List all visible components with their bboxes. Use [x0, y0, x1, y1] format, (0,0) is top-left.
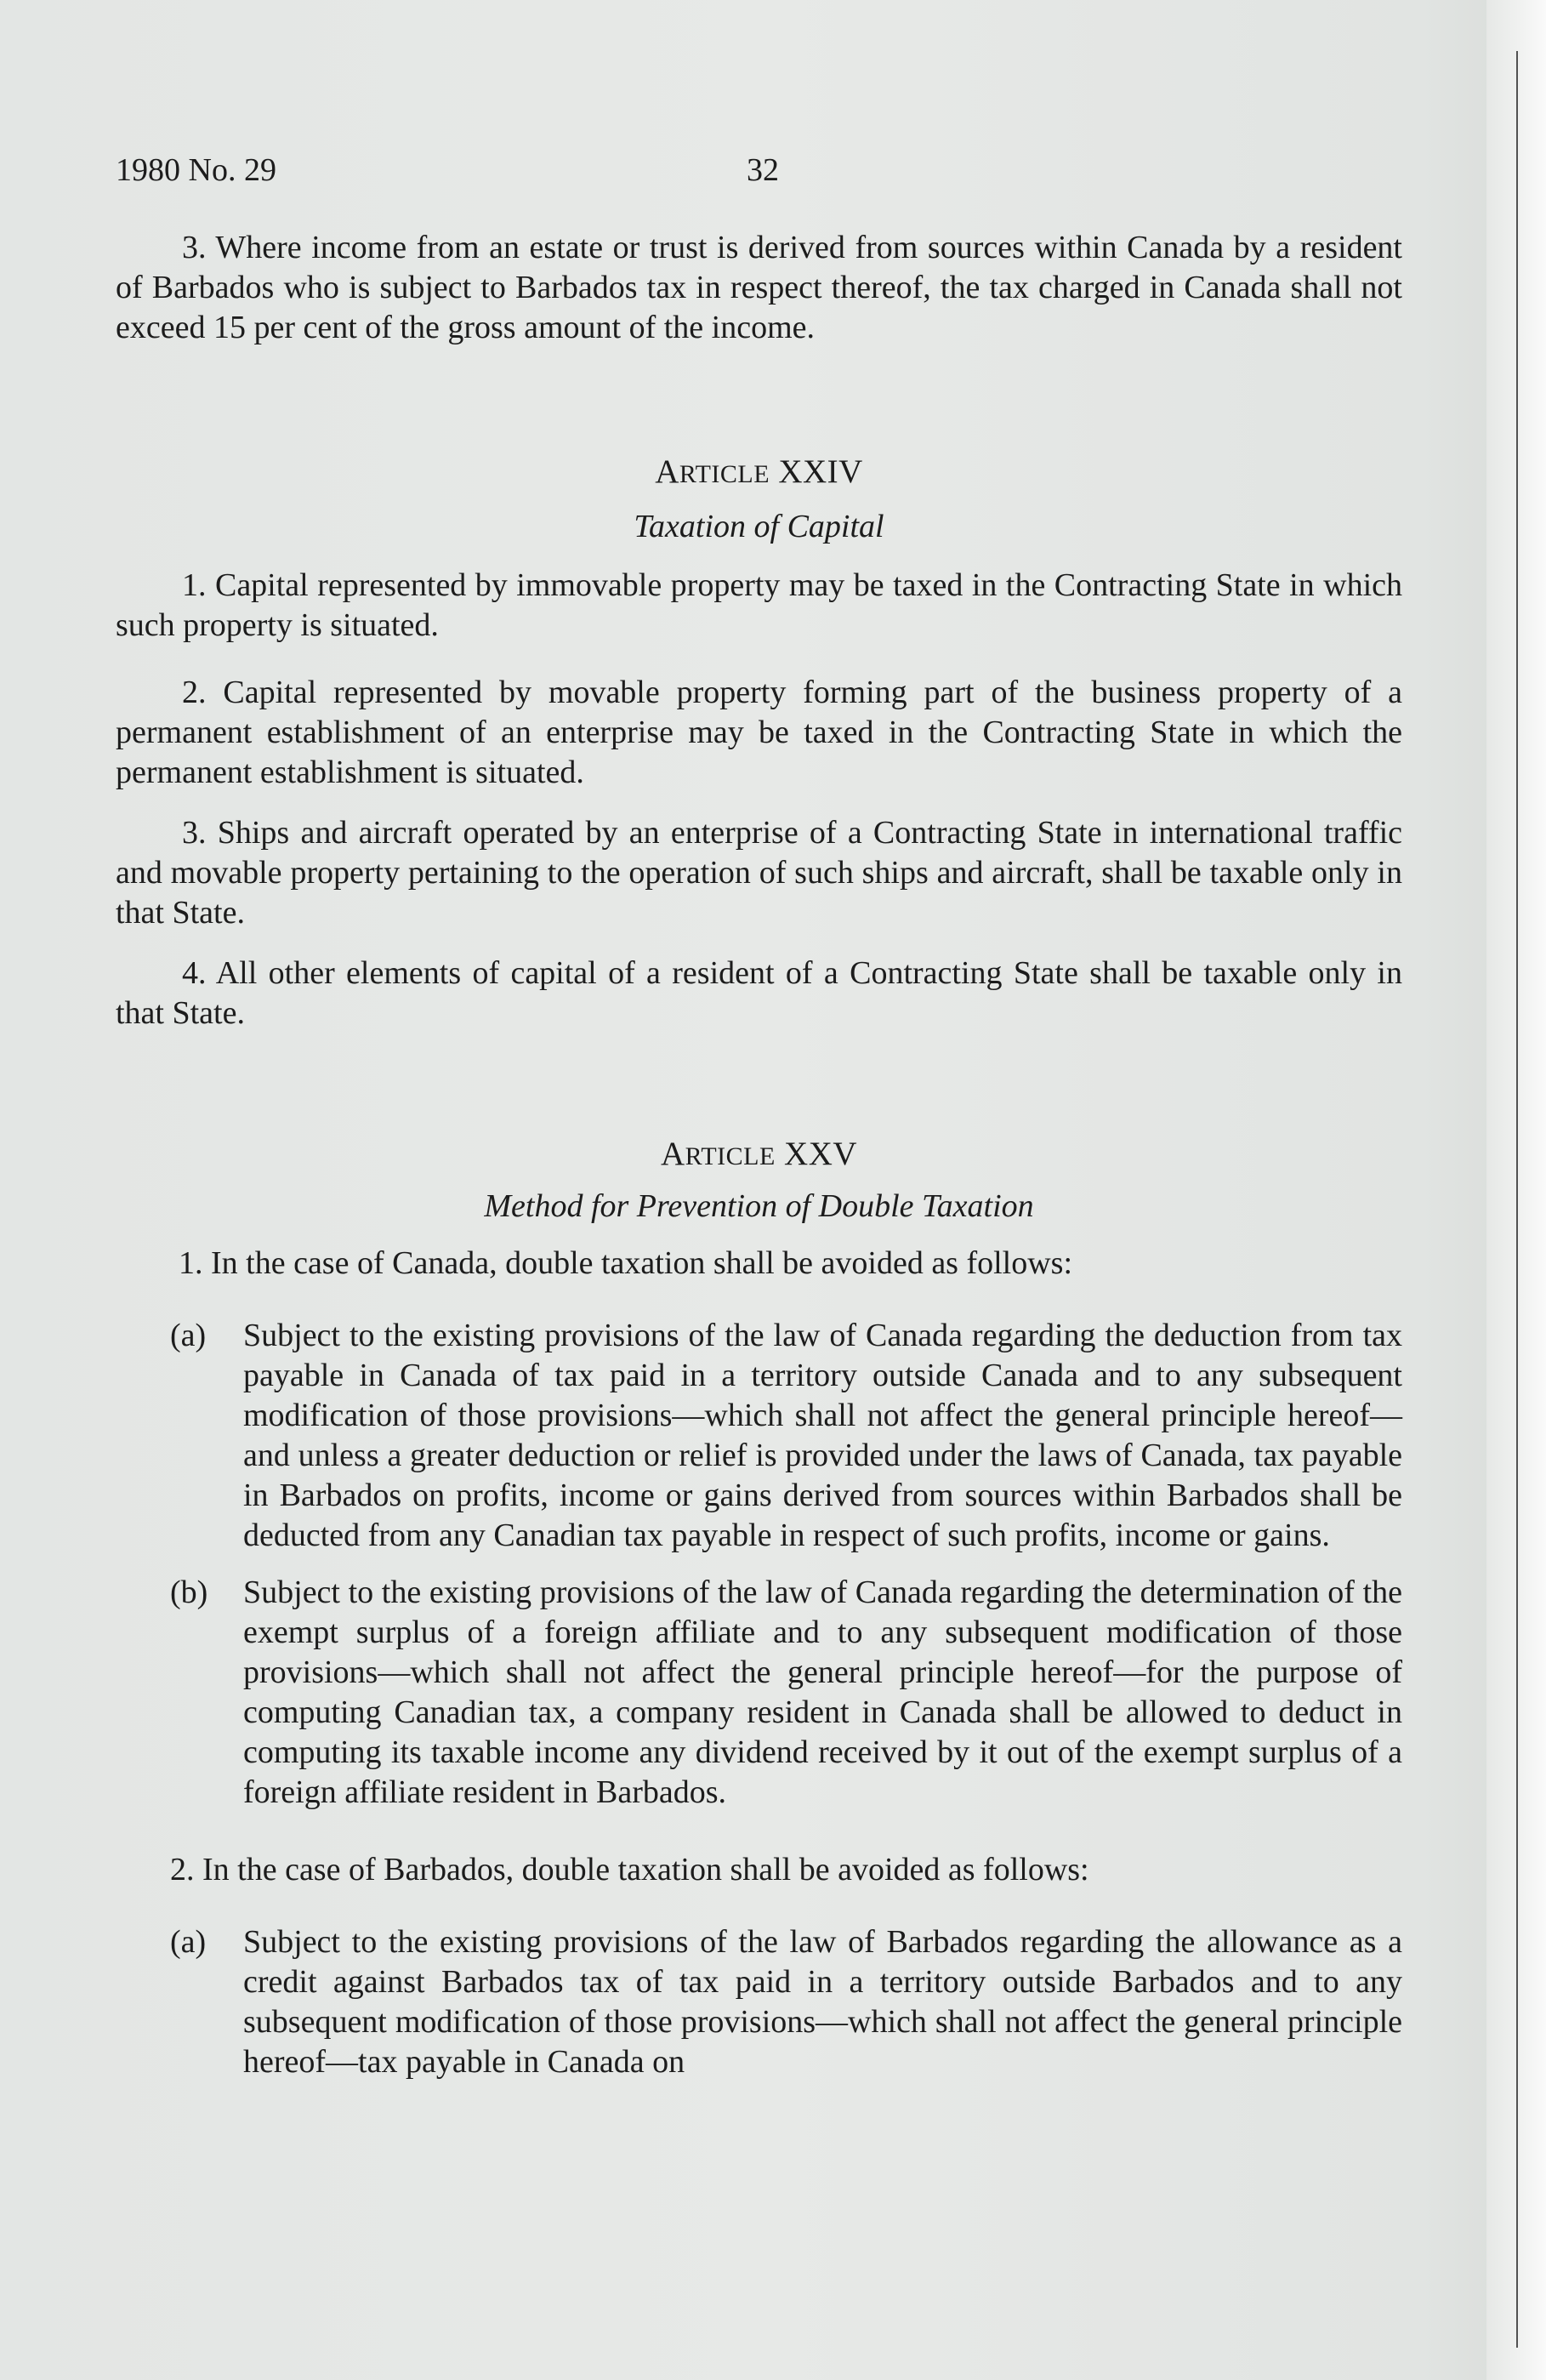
item-label: (b)	[170, 1574, 208, 1610]
item-text: Subject to the existing provisions of the law of Canada regarding the deduction from tax payable in Canada of tax paid in a territory outside Canada and to any subsequent modification of those provisions—which shall not affect the general principle hereof—and unless a greater deduction or relief is provided under the laws of Canada, tax payable in Barbados on profits, income or gains derived from sources within Barbados shall be deducted from any Canadian tax payable in respect of such profits, income or gains.	[243, 1318, 1402, 1553]
page-header	[116, 151, 1391, 194]
page-content	[116, 228, 1402, 2082]
page-number: 32	[747, 152, 779, 188]
article-25-title: Method for Prevention of Double Taxation	[484, 1188, 1034, 1224]
list-item	[116, 1573, 1402, 1813]
article-25-heading: ARTICLE XXV	[660, 1136, 858, 1172]
page-edge-line	[1516, 51, 1518, 2348]
article-24-title: Taxation of Capital	[634, 509, 884, 544]
list-item	[116, 1316, 1402, 1556]
article-25-paragraph-2: 2. In the case of Barbados, double taxation shall be avoided as follows:	[170, 1852, 1089, 1887]
item-text: Subject to the existing provisions of the law of Barbados regarding the allowance as a credit against Barbados tax of tax paid in a territory outside Barbados and to any subsequent modification of those provisions—which shall not affect the general principle hereof—tax payable in Canada on	[243, 1924, 1402, 2080]
paragraph-estate-trust-income: 3. Where income from an estate or trust is derived from sources within Canada by a resident of Barbados who is subject to Barbados tax in respect thereof, the tax charged in Canada shall not exceed 15 per cent of the gross amount of the income.	[116, 230, 1402, 345]
item-text: Subject to the existing provisions of the law of Canada regarding the determination of the exempt surplus of a foreign affiliate and to any subsequent modification of those provisions—which shall not affect the general principle hereof—for the purpose of computing Canadian tax, a company resident in Canada shall be allowed to deduct in computing its taxable income any dividend received by it out of the exempt surplus of a foreign affiliate resident in Barbados.	[243, 1574, 1402, 1810]
article-24-paragraph-3: 3. Ships and aircraft operated by an enterprise of a Contracting State in international traffic and movable property pertaining to the operation of such ships and aircraft, shall be taxable only in that State.	[116, 815, 1402, 931]
item-label: (a)	[170, 1318, 207, 1353]
article-24-paragraph-1: 1. Capital represented by immovable property may be taxed in the Contracting State in which such property is situated.	[116, 567, 1402, 643]
article-25-paragraph-1: 1. In the case of Canada, double taxation shall be avoided as follows:	[179, 1245, 1073, 1281]
article-24-heading: ARTICLE XXIV	[655, 453, 863, 490]
act-reference: 1980 No. 29	[116, 152, 276, 188]
article-24-paragraph-4: 4. All other elements of capital of a resident of a Contracting State shall be taxable only in that State.	[116, 955, 1402, 1031]
item-label: (a)	[170, 1924, 207, 1960]
list-item	[116, 1922, 1402, 2082]
article-24-paragraph-2: 2. Capital represented by movable property forming part of the business property of a permanent establishment of an enterprise may be taxed in the Contracting State in which the permanent establishment is situated.	[116, 675, 1402, 790]
